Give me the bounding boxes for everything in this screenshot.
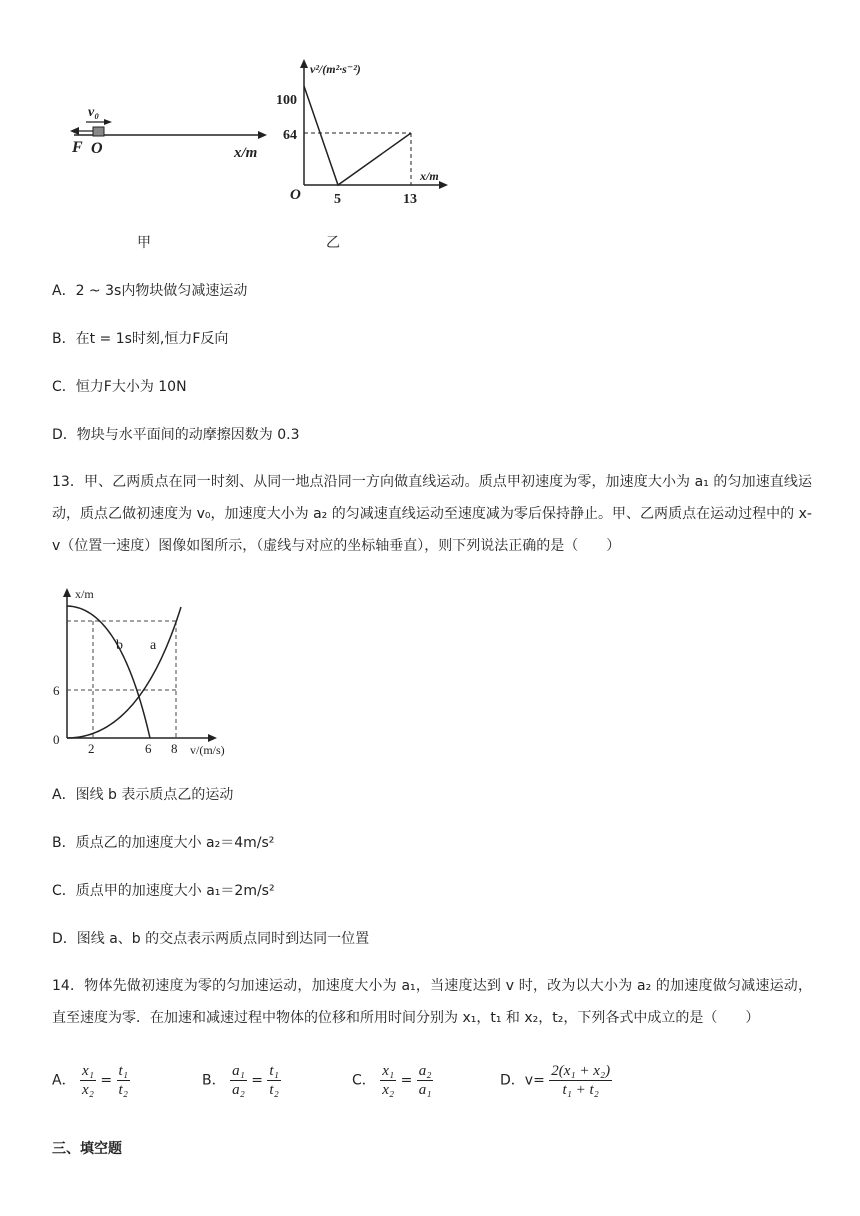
q13-label-b: b (116, 638, 123, 653)
q13-curve-b (67, 606, 150, 738)
figure-jia (60, 95, 280, 165)
q13-option-d: D．图线 a、b 的交点表示两质点同时到达同一位置 (52, 931, 370, 947)
section-heading-fill-in: 三、填空题 (52, 1141, 122, 1157)
q14-option-a: A． $\frac{\text{x₁}}{\text{x₂}}$ = $\frac{\text{t₁}}{\text{t₂}}$ (52, 1063, 128, 1098)
yi-x-tick-5: 5 (334, 192, 341, 207)
q14-option-b: B． $\frac{\text{a₁}}{\text{a₂}}$ = $\frac{\text{t₁}}{\text{t₂}}$ (202, 1063, 279, 1098)
caption-yi: 乙 (326, 235, 340, 251)
yi-y-tick-64: 64 (283, 128, 297, 143)
force-F-arrowhead (70, 127, 79, 135)
q13-y-label: x/m (75, 587, 94, 601)
q13-y-axis-arrow (63, 588, 71, 597)
q13-y-tick-6: 6 (53, 683, 60, 698)
q14-option-c: C． $\frac{\text{x₁}}{\text{x₂}}$ = $\frac{\text{a₂}}{\text{a₁}}$ (352, 1063, 432, 1098)
q13-option-b: B．质点乙的加速度大小 a₂＝4m/s² (52, 835, 275, 851)
yi-x-tick-13: 13 (403, 192, 417, 207)
q12-option-a: A．2 ~ 3s内物块做匀减速运动 (52, 283, 248, 299)
q13-origin: 0 (53, 732, 60, 747)
q13-curve-a (67, 607, 181, 738)
q13-x-axis-arrow (208, 734, 217, 742)
yi-graph-line (304, 86, 411, 185)
block (93, 127, 104, 136)
q14-option-d: D．v= $\frac{\text{2(x₁ + x₂)}}{\text{t₁ + t₂}}$ (500, 1063, 611, 1098)
yi-y-axis-arrow (300, 59, 308, 68)
q13-option-a: A．图线 b 表示质点乙的运动 (52, 787, 234, 803)
yi-y-tick-100: 100 (276, 93, 297, 108)
q13-x-label: v/(m/s) (190, 743, 225, 757)
yi-x-axis-label: x/m (420, 169, 439, 183)
q13-x-tick-2: 2 (88, 741, 95, 756)
q12-option-c: C．恒力F大小为 10N (52, 379, 187, 395)
yi-y-axis-label: v²/(m²·s⁻²) (310, 62, 361, 76)
q14-stem: 14．物体先做初速度为零的匀加速运动，加速度大小为 a₁，当速度达到 v 时，改为以大小为 a₂ 的加速度做匀减速运动，直至速度为零．在加速和减速过程中物体的位移和所用时间分别为 x₁，t₁ 和 x₂，t₂，下列各式中成立的是（ ） (52, 978, 812, 1026)
q13-option-c: C．质点甲的加速度大小 a₁＝2m/s² (52, 883, 275, 899)
q13-x-tick-8: 8 (171, 741, 178, 756)
q13-stem: 13．甲、乙两质点在同一时刻、从同一地点沿同一方向做直线运动。质点甲初速度为零，加速度大小为 a₁ 的匀加速直线运动，质点乙做初速度为 v₀，加速度大小为 a₂ 的匀减速直线运动至速度减为零后保持静止。甲、乙两质点在运动过程中的 x-v（位置一速度）图像如图所示，（虚线与对应的坐标轴垂直），则下列说法正确的是（ ） (52, 474, 812, 554)
q13-xv-graph (50, 585, 250, 760)
yi-x-axis-arrow (439, 181, 448, 189)
caption-jia: 甲 (137, 235, 151, 251)
jia-x-axis-arrow (258, 131, 267, 139)
q13-x-tick-6: 6 (145, 741, 152, 756)
q13-label-a: a (150, 638, 157, 653)
F-label: F (72, 139, 83, 156)
yi-origin: O (290, 187, 301, 203)
v0-label: v₀ (88, 105, 100, 120)
figure-yi (270, 55, 460, 215)
q12-option-d: D．物块与水平面间的动摩擦因数为 0.3 (52, 427, 300, 443)
O-label: O (91, 140, 103, 157)
jia-axis-label: x/m (234, 145, 258, 161)
q12-option-b: B．在t = 1s时刻,恒力F反向 (52, 331, 229, 347)
v0-arrowhead (104, 119, 112, 125)
